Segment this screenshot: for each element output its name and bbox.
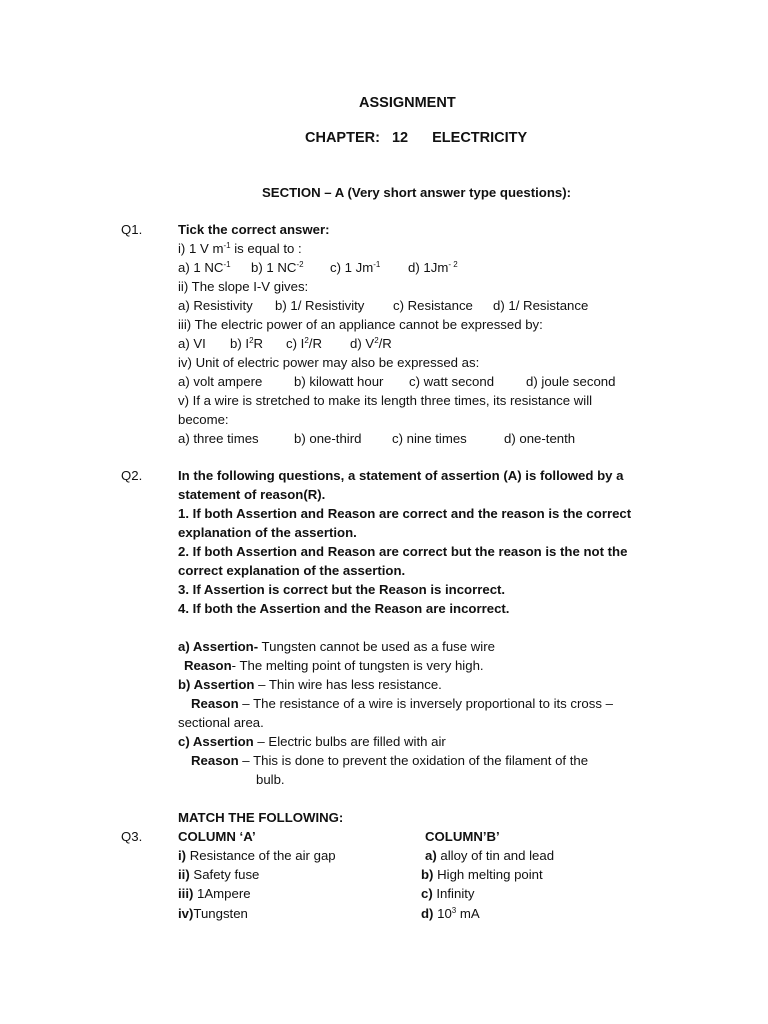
option-sup: -2 xyxy=(296,260,304,269)
option-text: d) V xyxy=(350,336,375,351)
q1-ii-option-c[interactable]: c) Resistance xyxy=(393,298,473,313)
assignment-title: ASSIGNMENT xyxy=(359,95,456,111)
q1-v-stem-line1: v) If a wire is stretched to make its length three times, its resistance will xyxy=(178,393,593,408)
match-row-a xyxy=(178,867,259,882)
match-row-b xyxy=(421,867,543,882)
row-text: Tungsten xyxy=(193,906,248,921)
row-label: c) xyxy=(421,886,433,901)
column-b-header: COLUMN’B’ xyxy=(425,829,500,844)
assertion-text: – Thin wire has less resistance. xyxy=(254,677,442,692)
row-label: d) xyxy=(421,906,434,921)
q1-i-stem xyxy=(178,241,302,256)
option-sup: 2 xyxy=(249,336,254,345)
row-text: High melting point xyxy=(433,867,543,882)
q2-c-reason-cont: bulb. xyxy=(256,772,285,787)
row-text: alloy of tin and lead xyxy=(436,848,555,863)
q2-b-reason xyxy=(191,696,613,711)
option-text: d) 1Jm xyxy=(408,260,449,275)
chapter-heading xyxy=(305,130,527,146)
option-sup: - 2 xyxy=(448,260,458,269)
q1-iv-option-d[interactable]: d) joule second xyxy=(526,374,616,389)
chapter-number: 12 xyxy=(391,130,409,146)
q1-ii-stem: ii) The slope I-V gives: xyxy=(178,279,309,294)
q2-rule-line: 2. If both Assertion and Reason are correct but the reason is the not the xyxy=(178,544,628,559)
q1-i-option-b[interactable] xyxy=(251,260,304,275)
option-tail: R xyxy=(253,336,264,351)
match-row-a xyxy=(178,906,248,921)
reason-text: - The melting point of tungsten is very high. xyxy=(231,658,484,673)
chapter-label: CHAPTER: xyxy=(305,130,380,146)
q1-i-option-a[interactable] xyxy=(178,260,231,275)
option-tail: /R xyxy=(378,336,392,351)
option-text: c) 1 Jm xyxy=(330,260,374,275)
match-row-b xyxy=(421,906,480,921)
assertion-text: Tungsten cannot be used as a fuse wire xyxy=(258,639,495,654)
q1-ii-option-b[interactable]: b) 1/ Resistivity xyxy=(275,298,365,313)
q1-v-option-c[interactable]: c) nine times xyxy=(392,431,467,446)
row-text: 1Ampere xyxy=(193,886,251,901)
q1-i-stem-sup: -1 xyxy=(223,241,231,250)
row-label: ii) xyxy=(178,867,190,882)
option-sup: -1 xyxy=(373,260,381,269)
q2-rule-line: 4. If both the Assertion and the Reason are incorrect. xyxy=(178,601,510,616)
q2-b-reason-cont: sectional area. xyxy=(178,715,264,730)
option-text: a) 1 NC xyxy=(178,260,224,275)
assertion-text: – Electric bulbs are filled with air xyxy=(253,734,446,749)
q1-iii-option-d[interactable] xyxy=(350,336,392,351)
q1-ii-option-d[interactable]: d) 1/ Resistance xyxy=(493,298,589,313)
q1-v-option-d[interactable]: d) one-tenth xyxy=(504,431,576,446)
q1-iii-option-a[interactable] xyxy=(178,336,206,351)
option-tail: /R xyxy=(308,336,322,351)
q1-v-option-b[interactable]: b) one-third xyxy=(294,431,362,446)
assertion-label: c) Assertion xyxy=(178,734,254,749)
row-text: 10 xyxy=(433,906,452,921)
q1-iii-option-c[interactable] xyxy=(286,336,322,351)
assertion-label: b) Assertion xyxy=(178,677,255,692)
q1-iii-option-b[interactable] xyxy=(230,336,263,351)
q2-intro-line2: statement of reason(R). xyxy=(178,487,326,502)
q1-i-stem-tail: is equal to : xyxy=(230,241,302,256)
reason-label: Reason xyxy=(191,753,239,768)
option-text: b) 1 NC xyxy=(251,260,297,275)
q2-a-assertion xyxy=(178,639,495,654)
option-text: b) I xyxy=(230,336,250,351)
q1-iv-option-c[interactable]: c) watt second xyxy=(409,374,495,389)
match-row-b xyxy=(425,848,554,863)
q2-rule-line: 1. If both Assertion and Reason are correct and the reason is the correct xyxy=(178,506,632,521)
match-row-b xyxy=(421,886,475,901)
section-heading: SECTION – A (Very short answer type questions): xyxy=(262,185,571,200)
reason-text: – This is done to prevent the oxidation of the filament of the xyxy=(238,753,589,768)
row-label: i) xyxy=(178,848,187,863)
q2-c-reason xyxy=(191,753,588,768)
q1-iii-stem: iii) The electric power of an appliance cannot be expressed by: xyxy=(178,317,543,332)
match-row-a xyxy=(178,886,251,901)
column-a-header: COLUMN ‘A’ xyxy=(178,829,256,844)
option-sup: 2 xyxy=(374,336,379,345)
match-row-a xyxy=(178,848,336,863)
q1-i-option-c[interactable] xyxy=(330,260,380,275)
q1-iv-stem: iv) Unit of electric power may also be expressed as: xyxy=(178,355,480,370)
row-text: Safety fuse xyxy=(189,867,260,882)
q2-b-assertion xyxy=(178,677,442,692)
q1-ii-option-a[interactable]: a) Resistivity xyxy=(178,298,253,313)
q2-rule-line: 3. If Assertion is correct but the Reason is incorrect. xyxy=(178,582,506,597)
q2-c-assertion xyxy=(178,734,446,749)
question-number-q2: Q2. xyxy=(121,468,143,483)
q1-i-stem-text: i) 1 V m xyxy=(178,241,224,256)
row-sup: 3 xyxy=(451,906,457,915)
q2-rule-line: explanation of the assertion. xyxy=(178,525,357,540)
option-sup: -1 xyxy=(223,260,231,269)
q3-heading: MATCH THE FOLLOWING: xyxy=(178,810,344,825)
row-label: b) xyxy=(421,867,434,882)
row-label: iv) xyxy=(178,906,194,921)
question-number-q3: Q3. xyxy=(121,829,143,844)
row-label: a) xyxy=(425,848,437,863)
question-number-q1: Q1. xyxy=(121,222,143,237)
q1-v-option-a[interactable]: a) three times xyxy=(178,431,259,446)
option-text: a) VI xyxy=(178,336,206,351)
q1-v-stem-line2: become: xyxy=(178,412,229,427)
option-text: c) I xyxy=(286,336,305,351)
reason-text: – The resistance of a wire is inversely proportional to its cross – xyxy=(238,696,613,711)
row-label: iii) xyxy=(178,886,194,901)
q2-a-reason xyxy=(184,658,484,673)
row-text: Resistance of the air gap xyxy=(186,848,336,863)
q1-i-option-d[interactable] xyxy=(408,260,458,275)
q1-iv-option-a[interactable]: a) volt ampere xyxy=(178,374,263,389)
q2-rule-line: correct explanation of the assertion. xyxy=(178,563,406,578)
chapter-name: ELECTRICITY xyxy=(432,130,528,146)
assertion-label: a) Assertion- xyxy=(178,639,259,654)
reason-label: Reason xyxy=(191,696,239,711)
q2-intro-line1: In the following questions, a statement of assertion (A) is followed by a xyxy=(178,468,624,483)
q1-instruction: Tick the correct answer: xyxy=(178,222,330,237)
option-sup: 2 xyxy=(304,336,309,345)
row-tail: mA xyxy=(456,906,480,921)
q1-iv-option-b[interactable]: b) kilowatt hour xyxy=(294,374,384,389)
row-text: Infinity xyxy=(432,886,475,901)
reason-label: Reason xyxy=(184,658,232,673)
